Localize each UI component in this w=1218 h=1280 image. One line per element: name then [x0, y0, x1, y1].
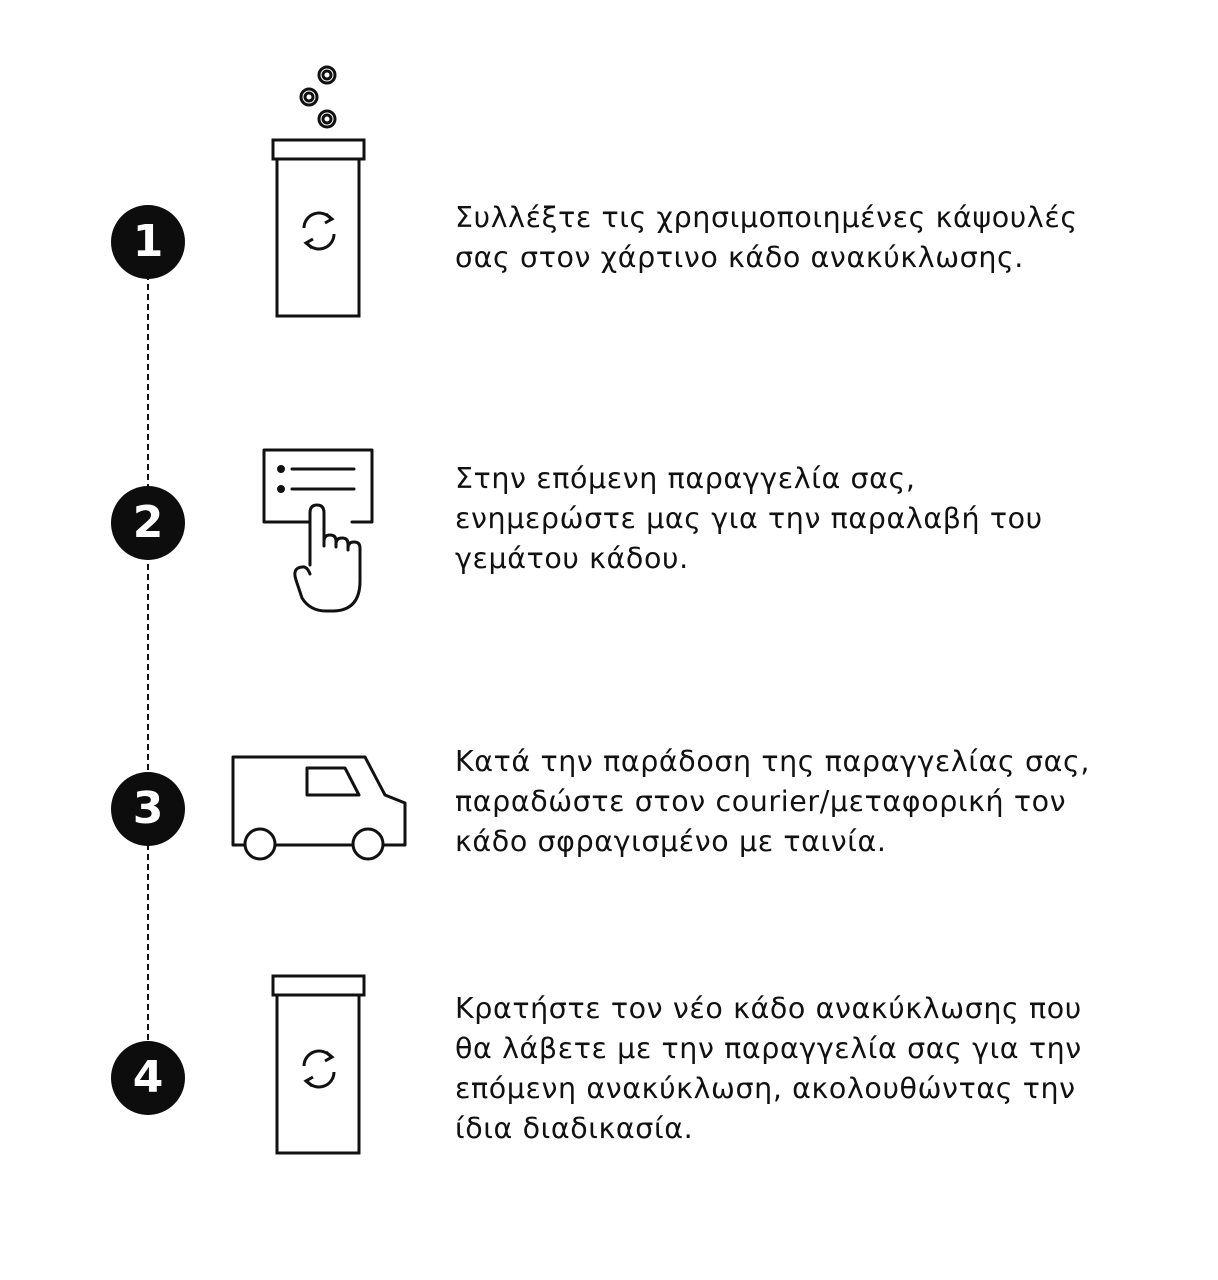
- timeline-dashed-line: [147, 244, 149, 1080]
- step-4-badge: [111, 1041, 185, 1115]
- step-4-line-4: ίδια διαδικασία.: [455, 1112, 694, 1145]
- step-4-number: 4: [132, 1052, 164, 1103]
- recycling-bin-icon: [262, 972, 372, 1162]
- step-2-line-2: ενημερώστε μας για την παραλαβή του: [455, 502, 1043, 535]
- step-4-line-2: θα λάβετε με την παραγγελία σας για την: [455, 1032, 1082, 1065]
- step-2-text: [455, 459, 1155, 579]
- step-4-text: [455, 989, 1155, 1149]
- step-4-line-3: επόμενη ανακύκλωση, ακολουθώντας την: [455, 1072, 1076, 1105]
- step-1-number: 1: [132, 216, 164, 267]
- step-1-line-1: Συλλέξτε τις χρησιμοποιημένες κάψουλές: [455, 201, 1078, 234]
- step-2-badge: [111, 486, 185, 560]
- step-2-number: 2: [132, 497, 164, 548]
- step-3-line-2: παραδώστε στον courier/μεταφορική τον: [455, 785, 1067, 818]
- step-1-badge: [111, 205, 185, 279]
- step-3-number: 3: [132, 783, 164, 834]
- step-1-line-2: σας στον χάρτινο κάδο ανακύκλωσης.: [455, 241, 1024, 274]
- touch-order-form-icon: [262, 448, 378, 618]
- step-3-badge: [111, 772, 185, 846]
- step-4-line-1: Κρατήστε τον νέο κάδο ανακύκλωσης που: [455, 992, 1082, 1025]
- recycling-bin-with-capsules-icon: [262, 60, 382, 322]
- step-1-text: [455, 198, 1155, 278]
- step-3-text: [455, 742, 1155, 862]
- step-2-line-3: γεμάτου κάδου.: [455, 542, 689, 575]
- step-3-line-3: κάδο σφραγισμένο με ταινία.: [455, 825, 887, 858]
- step-2-line-1: Στην επόμενη παραγγελία σας,: [455, 462, 916, 495]
- delivery-van-icon: [230, 755, 410, 863]
- step-3-line-1: Κατά την παράδοση της παραγγελίας σας,: [455, 745, 1091, 778]
